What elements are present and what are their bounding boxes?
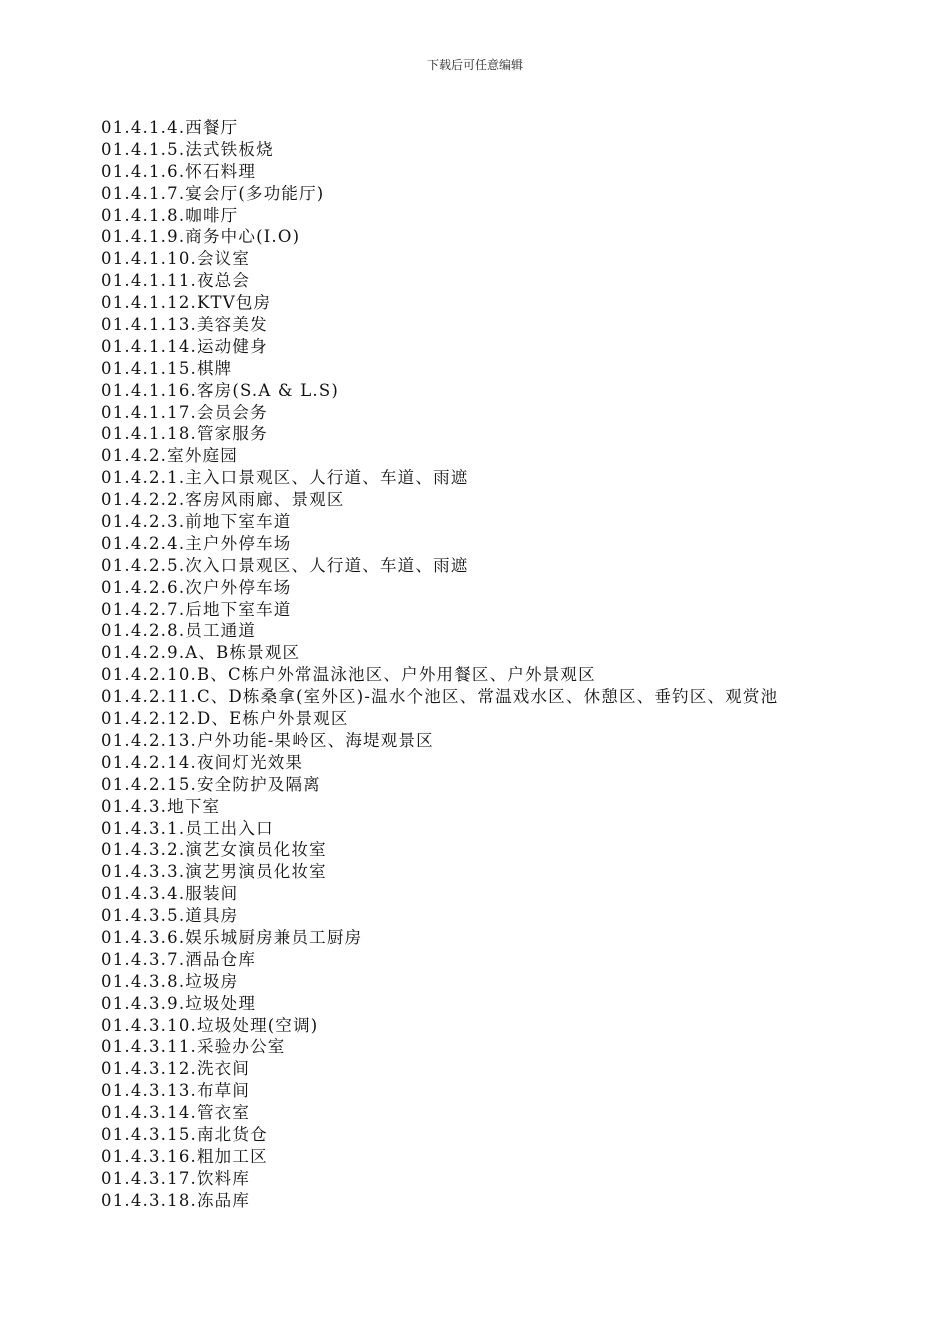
list-item: 01.4.3.14.管衣室: [101, 1103, 251, 1123]
list-item: 01.4.3.15.南北货仓: [101, 1124, 268, 1144]
list-item: 01.4.2.3.前地下室车道: [101, 512, 292, 532]
list-item: 01.4.2.6.次户外停车场: [101, 577, 292, 597]
list-item: 01.4.3.9.垃圾处理: [101, 993, 257, 1013]
list-item: 01.4.1.12.KTV包房: [101, 293, 272, 313]
list-item: 01.4.1.9.商务中心(I.O): [101, 227, 301, 247]
list-item: 01.4.3.6.娱乐城厨房兼员工厨房: [101, 927, 363, 947]
list-item: 01.4.2.4.主户外停车场: [101, 533, 292, 553]
list-item: 01.4.1.17.会员会务: [101, 402, 268, 422]
list-item: 01.4.1.5.法式铁板烧: [101, 139, 274, 159]
outline-list: [101, 117, 778, 1212]
list-item: 01.4.1.15.棋牌: [101, 358, 233, 378]
list-item: 01.4.2.1.主入口景观区、人行道、车道、雨遮: [101, 468, 469, 488]
list-item: 01.4.2.7.后地下室车道: [101, 599, 292, 619]
list-item: 01.4.1.10.会议室: [101, 249, 251, 269]
list-item: 01.4.3.7.酒品仓库: [101, 949, 257, 969]
list-item: 01.4.1.4.西餐厅: [101, 118, 239, 137]
list-item: 01.4.2.9.A、B栋景观区: [101, 643, 301, 663]
list-item: 01.4.3.2.演艺女演员化妆室: [101, 840, 327, 860]
list-item: 01.4.3.8.垃圾房: [101, 971, 239, 991]
list-item: 01.4.1.13.美容美发: [101, 315, 268, 335]
list-item: 01.4.1.6.怀石料理: [101, 161, 257, 181]
list-item: 01.4.3.16.粗加工区: [101, 1146, 268, 1166]
list-item: 01.4.2.12.D、E栋户外景观区: [101, 709, 349, 729]
list-item: 01.4.3.4.服装间: [101, 884, 239, 904]
list-item: 01.4.1.14.运动健身: [101, 336, 268, 356]
list-item: 01.4.2.5.次入口景观区、人行道、车道、雨遮: [101, 555, 469, 575]
list-item: 01.4.2.13.户外功能-果岭区、海堤观景区: [101, 730, 434, 750]
list-item: 01.4.3.12.洗衣间: [101, 1059, 251, 1079]
list-item: 01.4.3.17.饮料库: [101, 1168, 251, 1188]
list-item: 01.4.1.8.咖啡厅: [101, 205, 239, 225]
list-item: 01.4.1.16.客房(S.A & L.S): [101, 380, 339, 400]
list-item: 01.4.1.11.夜总会: [101, 271, 251, 291]
page-header: 下载后可任意编辑: [426, 58, 523, 72]
list-item: 01.4.2.11.C、D栋桑拿(室外区)-温水个池区、常温戏水区、休憩区、垂钓区、观赏池: [101, 687, 779, 707]
list-item: 01.4.2.14.夜间灯光效果: [101, 752, 304, 772]
list-item: 01.4.3.3.演艺男演员化妆室: [101, 862, 327, 882]
list-item: 01.4.3.地下室: [101, 796, 221, 816]
list-item: 01.4.1.7.宴会厅(多功能厅): [101, 183, 325, 203]
list-item: 01.4.2.15.安全防护及隔离: [101, 774, 321, 794]
list-item: 01.4.1.18.管家服务: [101, 424, 268, 444]
list-item: 01.4.2.室外庭园: [101, 446, 238, 466]
list-item: 01.4.3.1.员工出入口: [101, 818, 274, 838]
list-item: 01.4.2.8.员工通道: [101, 621, 257, 641]
list-item: 01.4.2.10.B、C栋户外常温泳池区、户外用餐区、户外景观区: [101, 665, 596, 685]
list-item: 01.4.3.13.布草间: [101, 1081, 251, 1101]
list-item: 01.4.3.11.采验办公室: [101, 1037, 286, 1057]
list-item: 01.4.3.5.道具房: [101, 906, 239, 926]
list-item: 01.4.3.18.冻品库: [101, 1190, 251, 1210]
list-item: 01.4.2.2.客房风雨廊、景观区: [101, 490, 345, 510]
list-item: 01.4.3.10.垃圾处理(空调): [101, 1015, 319, 1035]
